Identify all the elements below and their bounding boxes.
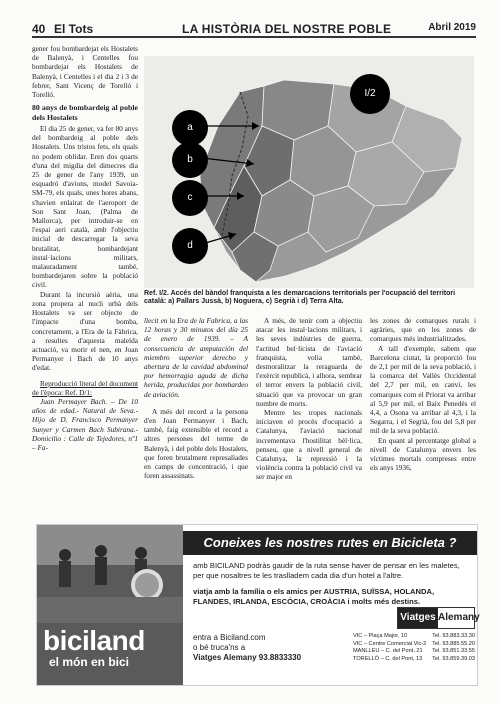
map-marker-d: d [172, 228, 208, 264]
quoted-document: Juan Permayer Bach. – De 10 años de edad.- Natural de Seva.-Hijo de D. Francisco Permanyer Sunyer y Carmen Bach Subirana.- Domicilio : Calle de Tejedores, nº1 – Fa- [32, 396, 138, 452]
biciland-logo: biciland [43, 625, 145, 656]
page-header [32, 18, 476, 38]
biciland-tagline: el món en bici [49, 655, 130, 669]
office-tel: Tel. 93.859.39.03 [432, 655, 475, 662]
office-row [353, 656, 475, 664]
office-row [353, 648, 475, 656]
ad-contact [193, 633, 301, 663]
logo-part-viatges: Viatges [398, 608, 438, 628]
ad-text-2: viatja amb la família o els amics per AUSTRIA, SUÏSSA, HOLANDA, FLANDES, IRLANDA, ESCÒCIA, CROÀCIA i molts més destins. [193, 587, 435, 606]
issue-date: Abril 2019 [428, 22, 476, 33]
article-column-1 [32, 44, 138, 452]
paragraph: En quant al percentatge global a nivell de Catalunya envers les víctimes mortals compreses entre els anys 1936, [370, 435, 476, 473]
paragraph: Durant la incursió aèria, una zona propera al nucli urbà dels Hostalets va ser objecte de l'impacte d'una bomba, concretament, a l'Era de la Fàbrica, a resultes d'aquesta maleïda actuació, va morir el nen, en Joan Permanyer i Bach de 10 anys d'edat. [32, 289, 138, 373]
office-place: TORELLÓ – C. del Pont, 13 [353, 655, 423, 662]
article-column-2 [144, 316, 248, 480]
paragraph: A més, de tenir com a objectiu atacar les instal·lacions militars, i les seves indústries de guerra, l'actitud bel·licista de l'aviació franquista, volia també, desmoralitzar la reraguarda de l'exèrcit republicà, i alhora, sembrar el terror envers la població civil, situació que va provocar un gran nombre de morts. [256, 316, 362, 408]
figure-label: I/2 [350, 74, 390, 114]
office-tel: Tel. 93.883.33.30 [432, 633, 475, 639]
office-row [353, 641, 475, 649]
map-caption: Ref. I/2. Accés del bàndol franquista a les demarcacions territorials per l'ocupació del territori català: a) Pallars Jussà, b) Noguera, c) Segrià i d) Terra Alta. [144, 290, 456, 306]
logo-part-alemany: Alemany [438, 612, 480, 623]
paragraph: gener fou bombardejat els Hostalets de Balenyà, i Centelles fou bombardejat els Hostalets de Balenyà, i Centelles i el dia 2 i 3 de febrer, Sant Vicenç de Torelló i Torelló. [32, 44, 138, 100]
paragraph: les zones de comarques rurals i agràries, que en les zones de comarques més industrialitzades. [370, 316, 476, 344]
section-title: LA HISTÒRIA DEL NOSTRE POBLE [182, 22, 392, 36]
office-list [353, 633, 475, 663]
ad-photo-panel [37, 525, 183, 685]
biciland-advertisement [36, 524, 478, 686]
map-marker-c: c [172, 180, 208, 216]
office-place: VIC – Plaça Major, 10 [353, 633, 408, 639]
map-marker-a: a [172, 110, 208, 146]
paragraph: A més del record a la persona d'en Joan Permanyer i Bach, també, faig extensible el record a altres persones del terme de Balenyà, i del poble dels Hostalets, que foren brutalment represaliades en camps de concentració, i que foren assassinats. [144, 406, 248, 481]
quoted-document: llecit en la Era de la Fabrica, a las 12 horas y 30 minutos del día 25 de enero de 1939. – A consecuencia de amputación del miembro superior derecho y abertura de la cavidad abdominal por hemorragia aguda de dicha herida, producidas por bombardeo de aviación. [144, 316, 248, 399]
contact-call: o bé truca'ns a [193, 643, 246, 652]
document-reference: Reproducció literal del document de l'època: Ref. D/1: [32, 378, 138, 397]
subheading: 80 anys de bombardeig al poble dels Hostalets [32, 103, 138, 122]
office-row [353, 633, 475, 641]
ad-headline: Coneixes les nostres rutes en Bicicleta ? [183, 531, 477, 555]
paragraph: A tall d'exemple, sabem que Barcelona ciutat, la proporció fou de 2,1 per mil de la seva població, i la comarca del Vallès Occidental del 2,7 per mil, en canvi, les comarques com el Priorat va arribar al 5,9 per mil, el Baix Penedès el 4,4, a Osona va arribar al 4,3, i la Segarra, i el Segrià, fou del 5,8 per mil de la seva població. [370, 343, 476, 436]
office-tel: Tel. 93.885.55.20 [432, 640, 475, 647]
article-column-3 [256, 316, 362, 482]
viatges-alemany-logo [397, 607, 480, 629]
publication-name: El Tots [54, 22, 94, 36]
paragraph: Mentre les tropes nacionals iniciaven el procés d'ocupació a Catalunya, l'aviació nacional incrementava l'hostilitat bèl·lica, penseu, que a nivell general de Catalunya, la repressió i la violència contra la població civil va ser major en [256, 408, 362, 482]
paragraph: El dia 25 de gener, va fer 80 anys del bombardeig al poble dels Hostalets. Uns tristos fets, els quals no podem oblidar. Eren dos quarts d'una del migdia del dimecres dia 25 de gener de l'any 1939, un esquadró d'avions, model Savoia-SM-79, els quals, unes hores abans, s'havien enlairat de l'aeroport de Son Sant Joan, (Palma de Mallorca), per introduir-se en l'espai aeri català, amb l'objectiu inicial de descarregar la seva brutalitat, bombardejant instal·lacions militars, malauradament també, bombardejaren sobre la població civil. [32, 124, 138, 290]
contact-web: entra a Biciland.com [193, 633, 266, 642]
office-tel: Tel. 93.851.33.55 [432, 648, 475, 655]
page-number: 40 [32, 22, 46, 36]
map-marker-b: b [172, 142, 208, 178]
contact-phone: Viatges Alemany 93.8833330 [193, 653, 302, 662]
office-place: VIC – Centre Comercial Vic-2 [353, 640, 427, 647]
map-figure [144, 56, 474, 288]
ad-text-1: amb BICILAND podràs gaudir de la ruta sense haver de pensar en les maletes, per que nosaltres te les traslladem cada dia d'un hotel a l'altre. [193, 561, 460, 580]
office-place: MANLLEU – C. del Pont, 21 [353, 648, 423, 655]
article-column-4 [370, 316, 476, 472]
